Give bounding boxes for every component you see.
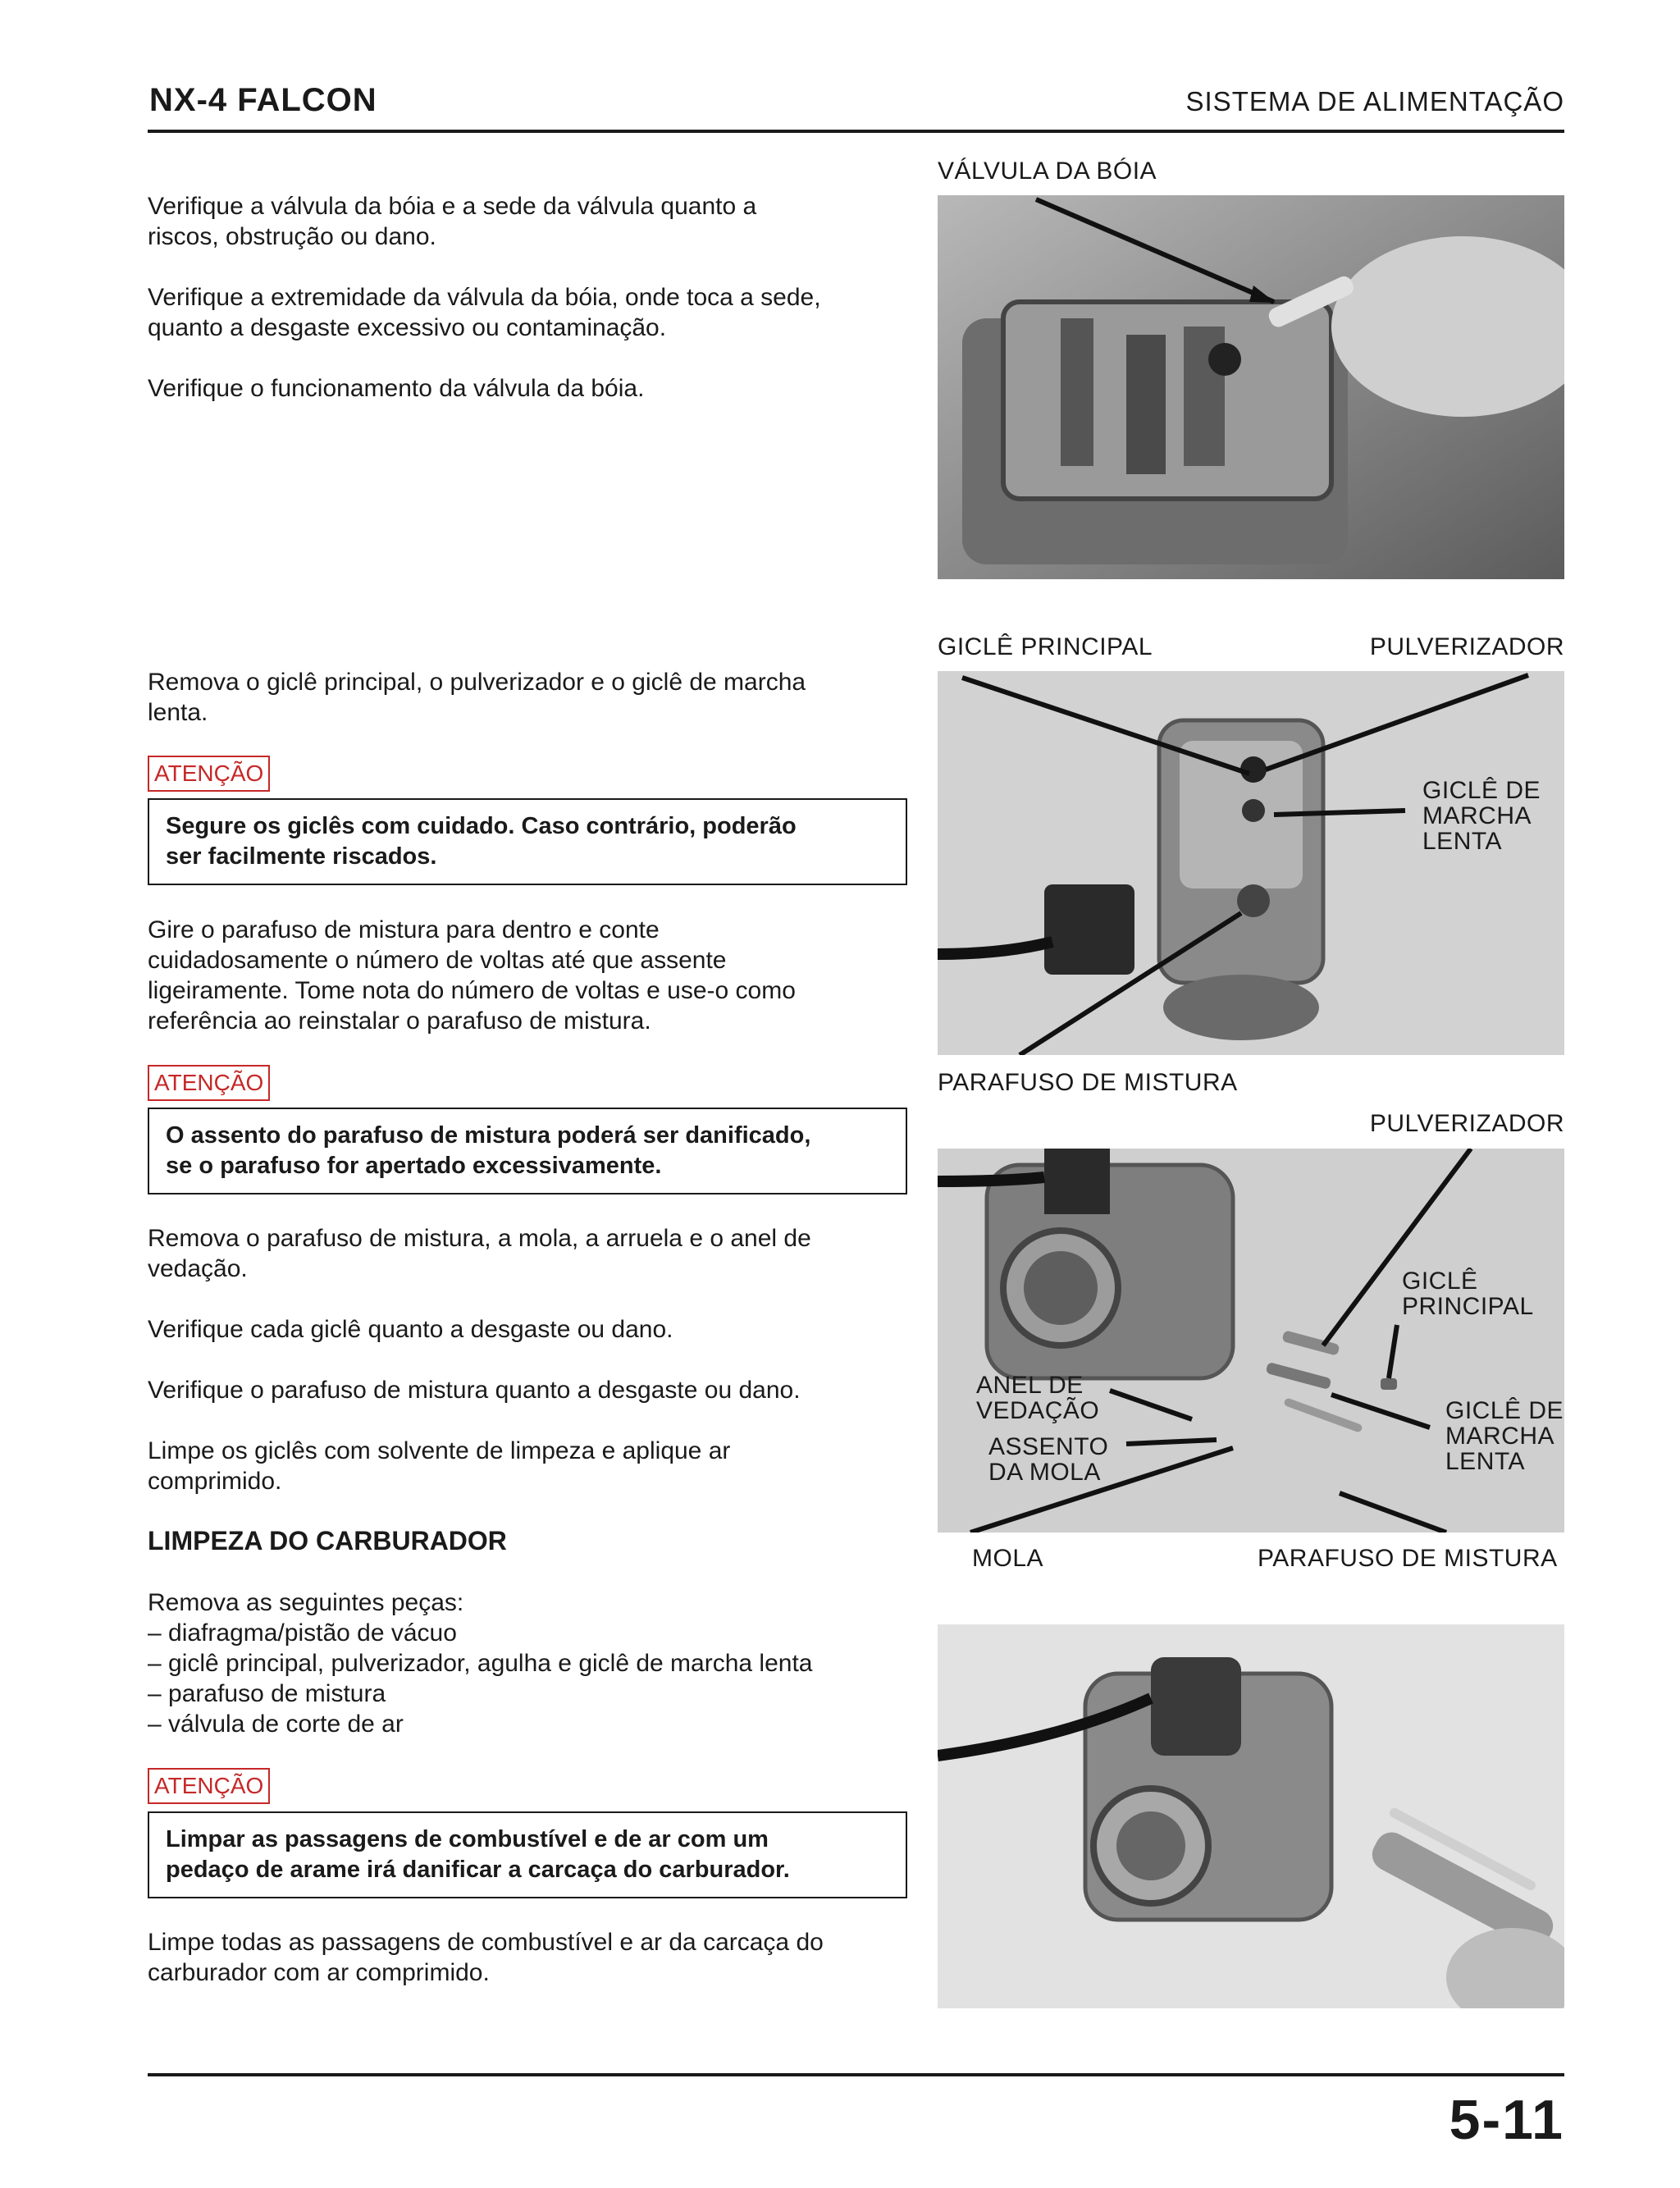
caption-spring: MOLA bbox=[972, 1545, 1044, 1572]
paragraph-float-valve-operation: Verifique o funcionamento da válvula da bóia. bbox=[148, 375, 645, 402]
caution-box: Segure os giclês com cuidado. Caso contrário, poderão ser facilmente riscados. bbox=[148, 798, 907, 885]
model-title: NX-4 FALCON bbox=[149, 82, 377, 118]
photo-compressed-air-cleaning bbox=[938, 1624, 1564, 2008]
caption-main-jet: GICLÊ PRINCIPAL bbox=[938, 633, 1153, 660]
paragraph-remove-parts-list: Remova as seguintes peças: – diafragma/pistão de vácuo – giclê principal, pulverizador, agulha e giclê de marcha lenta – parafuso de mistura – válvula de corte de ar bbox=[148, 1589, 813, 1738]
section-title: SISTEMA DE ALIMENTAÇÃO bbox=[1185, 86, 1564, 116]
paragraph-pilot-screw-turns: Gire o parafuso de mistura para dentro e conte cuidadosamente o número de voltas até que assente ligeiramente. Tome nota do número de voltas e use-o como referência ao reinstalar o parafuso de mistura. bbox=[148, 916, 796, 1035]
caption-needle-jet: PULVERIZADOR bbox=[1369, 633, 1564, 660]
caption-spring-seat: ASSENTO DA MOLA bbox=[988, 1433, 1109, 1486]
caption-slow-jet: GICLÊ DE MARCHA LENTA bbox=[1445, 1397, 1564, 1475]
caption-main-jet: GICLÊ PRINCIPAL bbox=[1402, 1268, 1534, 1320]
caption-needle-jet: PULVERIZADOR bbox=[1369, 1110, 1564, 1137]
paragraph-remove-pilot-screw: Remova o parafuso de mistura, a mola, a arruela e o anel de vedação. bbox=[148, 1225, 811, 1282]
caption-pilot-screw: PARAFUSO DE MISTURA bbox=[1258, 1545, 1558, 1572]
paragraph-remove-jets: Remova o giclê principal, o pulverizador e o giclê de marcha lenta. bbox=[148, 669, 806, 726]
warning-label: ATENÇÃO bbox=[148, 1065, 270, 1101]
photo-carburetor-jets bbox=[938, 671, 1564, 1055]
caution-box: Limpar as passagens de combustível e de ar com um pedaço de arame irá danificar a carcaça do carburador. bbox=[148, 1811, 907, 1898]
caption-slow-jet: GICLÊ DE MARCHA LENTA bbox=[1422, 777, 1541, 855]
photo-float-valve bbox=[938, 195, 1564, 579]
page-number: 5-11 bbox=[1449, 2089, 1564, 2151]
paragraph-check-jets: Verifique cada giclê quanto a desgaste ou dano. bbox=[148, 1316, 673, 1343]
section-heading-carburetor-cleaning: LIMPEZA DO CARBURADOR bbox=[148, 1526, 507, 1555]
caution-box: O assento do parafuso de mistura poderá ser danificado, se o parafuso for apertado excessivamente. bbox=[148, 1108, 907, 1194]
header-rule bbox=[148, 130, 1564, 133]
caption-oring: ANEL DE VEDAÇÃO bbox=[976, 1372, 1100, 1424]
paragraph-float-valve-check: Verifique a válvula da bóia e a sede da válvula quanto a riscos, obstrução ou dano. bbox=[148, 193, 757, 250]
paragraph-blow-passages: Limpe todas as passagens de combustível e ar da carcaça do carburador com ar comprimido. bbox=[148, 1929, 824, 1986]
paragraph-float-valve-tip: Verifique a extremidade da válvula da bóia, onde toca a sede, quanto a desgaste excessivo ou contaminação. bbox=[148, 284, 821, 341]
caption-float-valve: VÁLVULA DA BÓIA bbox=[938, 158, 1157, 185]
caption-pilot-screw: PARAFUSO DE MISTURA bbox=[938, 1069, 1238, 1096]
paragraph-clean-jets: Limpe os giclês com solvente de limpeza e aplique ar comprimido. bbox=[148, 1437, 731, 1495]
footer-rule bbox=[148, 2073, 1564, 2076]
warning-label: ATENÇÃO bbox=[148, 756, 270, 792]
paragraph-check-pilot-screw: Verifique o parafuso de mistura quanto a desgaste ou dano. bbox=[148, 1377, 801, 1404]
warning-label: ATENÇÃO bbox=[148, 1768, 270, 1804]
